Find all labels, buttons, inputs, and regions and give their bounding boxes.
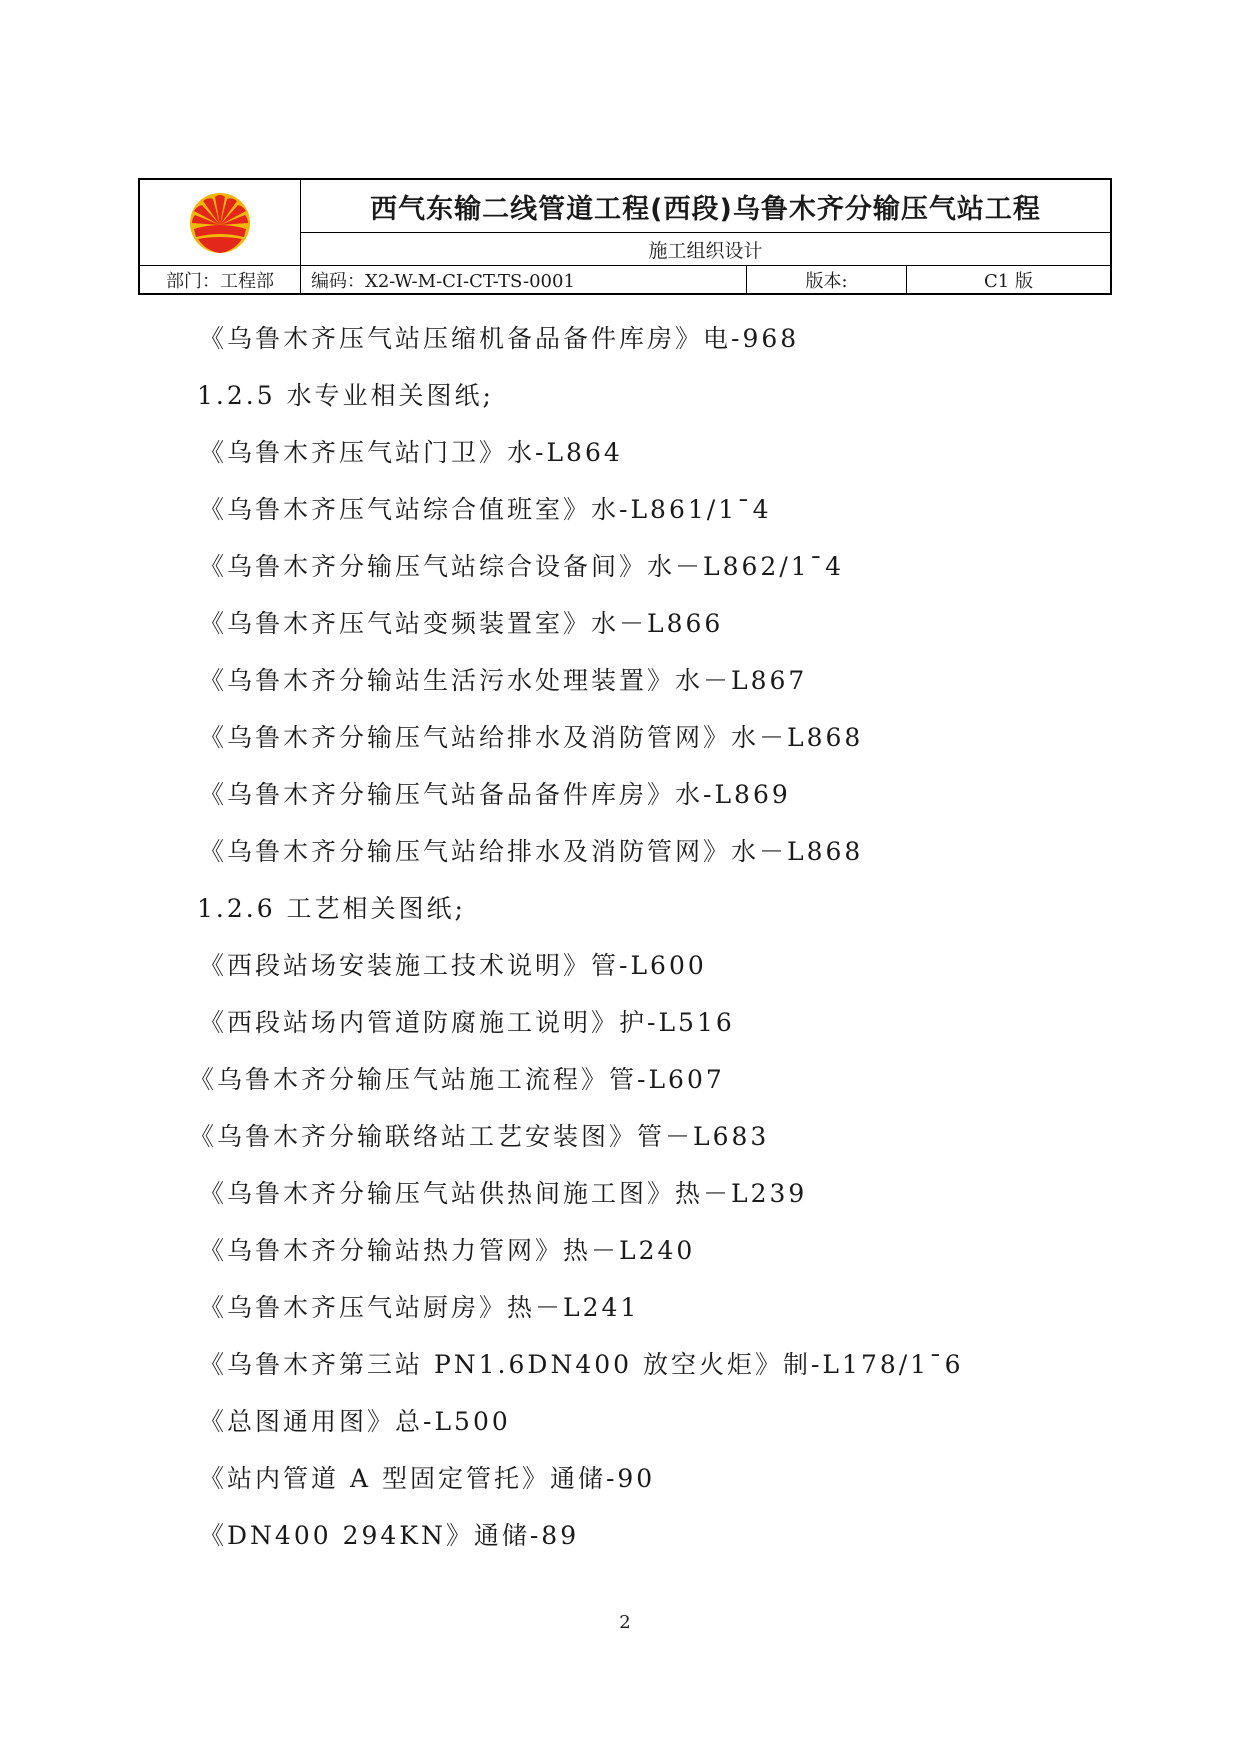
drawing-list-item: 《乌鲁木齐分输压气站给排水及消防管网》水－L868 xyxy=(199,723,864,752)
drawing-list-item: 《乌鲁木齐分输压气站综合设备间》水－L862/1¯4 xyxy=(199,552,845,581)
drawing-list-item: 《西段站场安装施工技术说明》管-L600 xyxy=(199,951,707,980)
drawing-list-item: 《乌鲁木齐分输压气站备品备件库房》水-L869 xyxy=(199,780,791,809)
drawing-list-item: 《乌鲁木齐压气站综合值班室》水-L861/1¯4 xyxy=(199,495,772,524)
drawing-list-item: 《乌鲁木齐分输站热力管网》热－L240 xyxy=(199,1236,696,1265)
version-value: C1 版 xyxy=(984,270,1033,292)
drawing-list-item: 《乌鲁木齐第三站 PN1.6DN400 放空火炬》制-L178/1¯6 xyxy=(199,1350,964,1379)
document-code-field: 编码：X2-W-M-CI-CT-TS-0001 xyxy=(301,266,747,293)
drawing-list-item: 《总图通用图》总-L500 xyxy=(199,1407,511,1436)
drawing-list-item: 《乌鲁木齐分输联络站工艺安装图》管－L683 xyxy=(189,1122,770,1151)
document-subtitle: 施工组织设计 xyxy=(648,239,763,262)
drawing-list-item: 《乌鲁木齐压气站门卫》水-L864 xyxy=(199,438,623,467)
drawing-list-item: 《站内管道 A 型固定管托》通储-90 xyxy=(199,1464,656,1493)
drawing-list-item: 《西段站场内管道防腐施工说明》护-L516 xyxy=(199,1008,735,1037)
drawing-list-item: 《乌鲁木齐分输压气站给排水及消防管网》水－L868 xyxy=(199,837,864,866)
project-title: 西气东输二线管道工程(西段)乌鲁木齐分输压气站工程 xyxy=(301,180,1110,233)
drawing-list-item: 《乌鲁木齐分输压气站供热间施工图》热－L239 xyxy=(199,1179,808,1208)
drawing-list-item: 《DN400 294KN》通储-89 xyxy=(199,1521,580,1550)
drawing-list-item: 《乌鲁木齐压气站变频装置室》水－L866 xyxy=(199,609,724,638)
department-field: 部门：工程部 xyxy=(140,266,301,293)
drawing-list-item: 《乌鲁木齐分输压气站施工流程》管-L607 xyxy=(189,1065,725,1094)
version-label: 版本: xyxy=(747,266,907,293)
drawing-list-item: 《乌鲁木齐分输站生活污水处理装置》水－L867 xyxy=(199,666,808,695)
drawing-list-item: 《乌鲁木齐压气站厨房》热－L241 xyxy=(199,1293,640,1322)
drawing-list-item: 《乌鲁木齐压气站压缩机备品备件库房》电-968 xyxy=(199,324,800,353)
section-heading: 1.2.5 水专业相关图纸; xyxy=(197,381,494,410)
section-heading: 1.2.6 工艺相关图纸; xyxy=(197,894,466,923)
page-number: 2 xyxy=(619,1612,631,1633)
